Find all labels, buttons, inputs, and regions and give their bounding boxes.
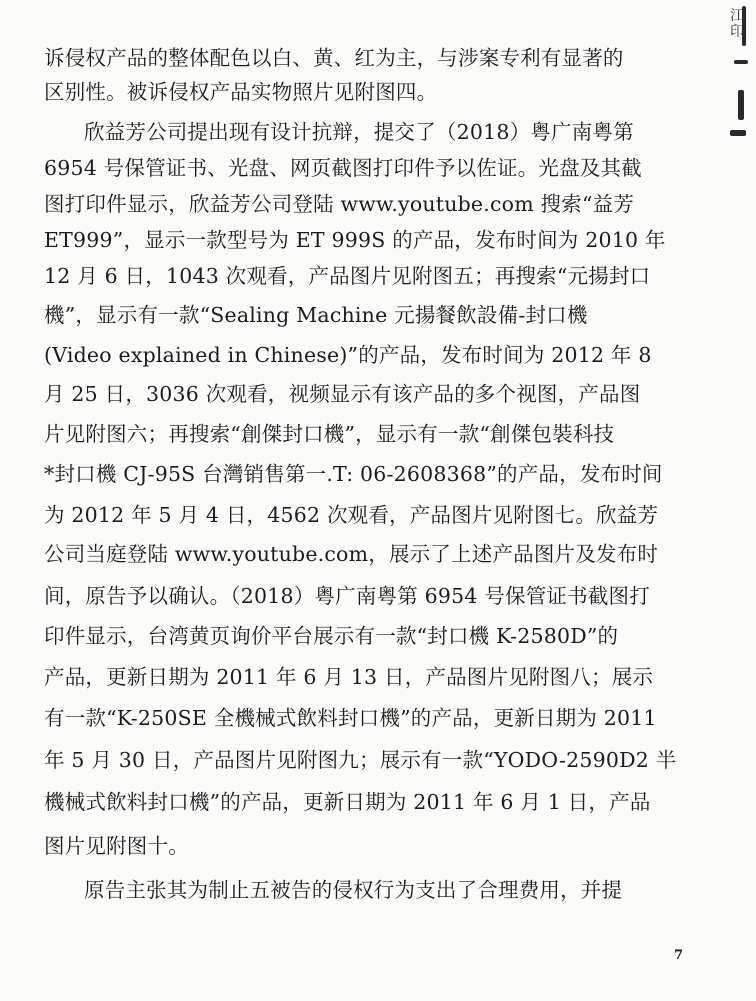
margin-stamp-mark [716, 0, 756, 170]
text-line: 为 2012 年 5 月 4 日，4562 次观看，产品图片见附图七。欣益芳 [44, 503, 659, 527]
text-line: (Video explained in Chinese)”的产品，发布时间为 2012 年 8 [44, 343, 652, 367]
text-line: 印件显示，台湾黄页询价平台展示有一款“封口機 K-2580D”的 [44, 624, 619, 648]
text-line: 公司当庭登陆 www.youtube.com，展示了上述产品图片及发布时 [44, 542, 659, 566]
text-line: 图打印件显示，欣益芳公司登陆 www.youtube.com 搜索“益芳 [44, 192, 635, 216]
text-line: 12 月 6 日，1043 次观看，产品图片见附图五；再搜索“元揚封口 [44, 264, 651, 288]
text-line: 6954 号保管证书、光盘、网页截图打印件予以佐证。光盘及其截 [44, 156, 642, 180]
text-line: *封口機 CJ-95S 台灣销售第一.T: 06-2608368”的产品，发布时间 [44, 462, 663, 486]
text-line: 图片见附图十。 [44, 834, 189, 858]
text-line: 月 25 日，3036 次观看，视频显示有该产品的多个视图，产品图 [44, 382, 641, 406]
paragraph-start-line: 原告主张其为制止五被告的侵权行为支出了合理费用，并提 [84, 878, 623, 902]
text-line: 機械式飲料封口機”的产品，更新日期为 2011 年 6 月 1 日，产品 [44, 790, 651, 814]
text-line: 年 5 月 30 日，产品图片见附图九；展示有一款“YODO-2590D2 半 [44, 748, 677, 772]
text-line: 片见附图六；再搜索“創傑封口機”，显示有一款“創傑包裝科技 [44, 422, 615, 446]
page-number: 7 [674, 948, 684, 963]
text-line: 间，原告予以确认。（2018）粤广南粤第 6954 号保管证书截图打 [44, 584, 650, 608]
text-line: 诉侵权产品的整体配色以白、黄、红为主，与涉案专利有显著的 [44, 46, 624, 70]
text-line: ET999”，显示一款型号为 ET 999S 的产品，发布时间为 2010 年 [44, 228, 666, 252]
text-line: 区别性。被诉侵权产品实物照片见附图四。 [44, 80, 438, 104]
text-line: 产品，更新日期为 2011 年 6 月 13 日，产品图片见附图八；展示 [44, 665, 654, 689]
text-line: 機”，显示有一款“Sealing Machine 元揚餐飲設備-封口機 [44, 303, 588, 327]
text-line: 有一款“K-250SE 全機械式飲料封口機”的产品，更新日期为 2011 [44, 706, 657, 730]
margin-stamp-text: 江印 [730, 8, 744, 40]
paragraph-start-line: 欣益芳公司提出现有设计抗辩，提交了（2018）粤广南粤第 [84, 120, 634, 144]
